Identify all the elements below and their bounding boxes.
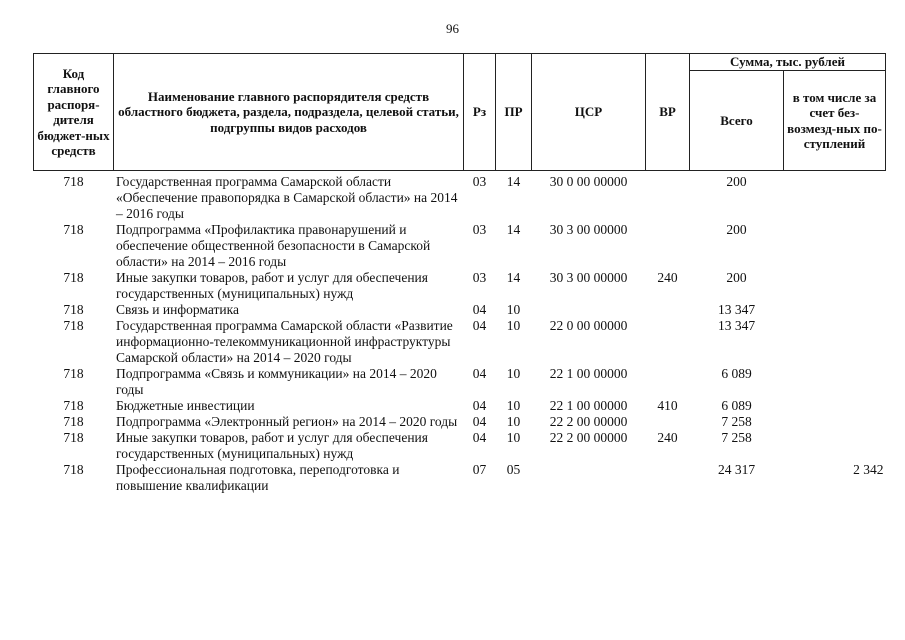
cell-rz: 04 [472,430,487,445]
cell-rz: 04 [472,366,487,381]
cell-csr: 30 3 00 00000 [549,222,628,237]
cell-free [784,414,886,430]
cell-rz: 07 [472,462,487,477]
cell-name: Связь и информатика [116,302,239,317]
cell-pr: 10 [506,414,521,429]
table-row [34,318,886,366]
cell-total: 13 347 [717,302,756,317]
header-code: Код главного распоря-дителя бюджет-ных средств [34,54,114,171]
cell-pr: 14 [506,174,521,189]
header-pr: ПР [496,54,532,171]
cell-csr: 22 1 00 00000 [549,366,628,381]
cell-vr: 240 [657,430,678,445]
cell-total: 13 347 [717,318,756,333]
table-row [34,222,886,270]
table-header [34,54,886,171]
cell-free [784,171,886,223]
cell-vr [646,366,690,398]
cell-vr [646,462,690,494]
cell-total: 6 089 [721,366,752,381]
table-row [34,366,886,398]
table-row [34,414,886,430]
cell-vr [646,222,690,270]
header-free: в том числе за счет без-возмезд-ных по-ступлений [784,71,886,171]
cell-name: Иные закупки товаров, работ и услуг для обеспечения государственных (муниципальных) нужд [116,270,428,301]
cell-pr: 10 [506,398,521,413]
header-rz: Рз [464,54,496,171]
cell-csr: 30 3 00 00000 [549,270,628,285]
cell-vr [646,302,690,318]
cell-rz: 04 [472,318,487,333]
cell-code: 718 [63,302,84,317]
cell-name: Подпрограмма «Связь и коммуникации» на 2014 – 2020 годы [116,366,437,397]
cell-vr: 410 [657,398,678,413]
cell-total: 200 [726,222,747,237]
cell-csr: 22 1 00 00000 [549,398,628,413]
cell-rz: 04 [472,398,487,413]
cell-name: Бюджетные инвестиции [116,398,255,413]
cell-code: 718 [63,366,84,381]
cell-rz: 03 [472,270,487,285]
cell-code: 718 [63,462,84,477]
cell-free: 2 342 [853,462,884,477]
cell-csr: 22 0 00 00000 [549,318,628,333]
cell-vr [646,318,690,366]
budget-table [33,53,886,494]
cell-pr: 14 [506,270,521,285]
header-vr: ВР [646,54,690,171]
cell-code: 718 [63,222,84,237]
cell-rz: 03 [472,174,487,189]
cell-code: 718 [63,318,84,333]
cell-code: 718 [63,414,84,429]
table-row [34,430,886,462]
cell-csr [532,462,646,494]
cell-code: 718 [63,430,84,445]
cell-code: 718 [63,398,84,413]
cell-pr: 10 [506,366,521,381]
cell-name: Государственная программа Самарской области «Обеспечение правопорядка в Самарской области» на 2014 – 2016 годы [116,174,458,221]
cell-vr [646,414,690,430]
cell-rz: 03 [472,222,487,237]
table-row [34,302,886,318]
cell-pr: 10 [506,302,521,317]
cell-total: 7 258 [721,430,752,445]
cell-free [784,318,886,366]
cell-csr: 22 2 00 00000 [549,414,628,429]
cell-name: Иные закупки товаров, работ и услуг для обеспечения государственных (муниципальных) нужд [116,430,428,461]
cell-free [784,366,886,398]
table-row [34,398,886,414]
cell-free [784,430,886,462]
cell-rz: 04 [472,302,487,317]
cell-total: 200 [726,270,747,285]
cell-rz: 04 [472,414,487,429]
table-row [34,462,886,494]
header-csr: ЦСР [532,54,646,171]
table-body [34,171,886,495]
cell-name: Государственная программа Самарской области «Развитие информационно-телекоммуникационной инфраструктуры Самарской области» на 2014 – 2020 годы [116,318,453,365]
cell-vr [646,171,690,223]
cell-name: Подпрограмма «Профилактика правонарушений и обеспечение общественной безопасности в Самарской области» на 2014 – 2016 годы [116,222,431,269]
cell-free [784,302,886,318]
cell-code: 718 [63,270,84,285]
cell-pr: 14 [506,222,521,237]
cell-total: 6 089 [721,398,752,413]
cell-code: 718 [63,174,84,189]
cell-pr: 10 [506,318,521,333]
cell-csr: 22 2 00 00000 [549,430,628,445]
cell-free [784,222,886,270]
page-number: 96 [446,21,459,36]
cell-name: Профессиональная подготовка, переподготовка и повышение квалификации [116,462,400,493]
cell-pr: 05 [506,462,521,477]
cell-csr [532,302,646,318]
cell-pr: 10 [506,430,521,445]
cell-total: 24 317 [717,462,756,477]
header-sum: Сумма, тыс. рублей [690,54,886,71]
cell-name: Подпрограмма «Электронный регион» на 2014 – 2020 годы [116,414,458,429]
header-total: Всего [690,71,784,171]
header-name: Наименование главного распорядителя средств областного бюджета, раздела, подраздела, целевой статьи, подгруппы видов расходов [114,54,464,171]
cell-vr: 240 [657,270,678,285]
table-row [34,270,886,302]
cell-free [784,270,886,302]
table-row [34,171,886,223]
cell-total: 200 [726,174,747,189]
cell-free [784,398,886,414]
cell-csr: 30 0 00 00000 [549,174,628,189]
cell-total: 7 258 [721,414,752,429]
